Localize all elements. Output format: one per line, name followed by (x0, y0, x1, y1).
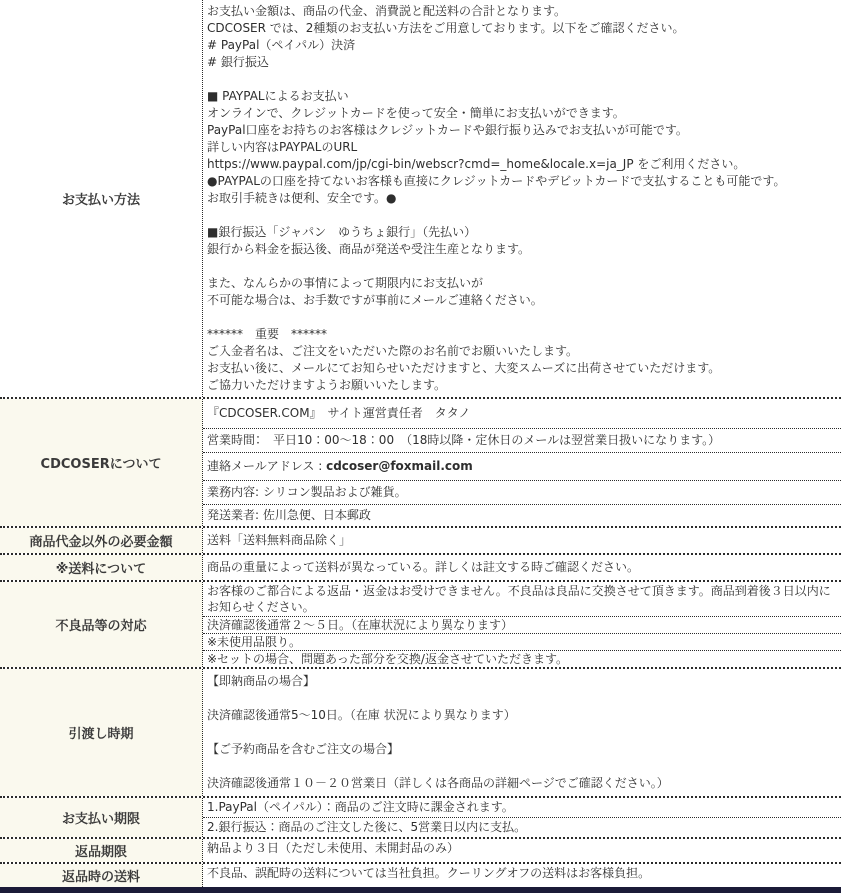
row-header-extra-fees: 商品代金以外の必要金額 (0, 528, 203, 553)
sub-row-text: 1.PayPal（ペイパル）：商品のご注文時に課金されます。 (207, 800, 514, 814)
sub-row-text: 商品の重量によって送料が異なっている。詳しくは註文する時ご確認ください。 (207, 560, 640, 574)
sub-row (203, 480, 841, 504)
sub-row (203, 839, 841, 858)
blank-line (203, 71, 841, 88)
text-line: また、なんらかの事情によって期限内にお支払いが (207, 276, 484, 290)
sub-row-text: 業務内容: シリコン製品および雑貨。 (207, 485, 407, 499)
sub-row (203, 650, 841, 667)
blank-line (203, 309, 841, 326)
table-row-delivery-time (0, 667, 841, 796)
text-line: ■銀行振込「ジャパン ゆうちょ銀行」（先払い） (207, 225, 477, 239)
table-row-return-deadline (0, 837, 841, 862)
text-line: https://www.paypal.com/jp/cgi-bin/webscr?cmd=_home&locale.x=ja_JP をご利用ください。 (207, 157, 746, 171)
text-line: ●PAYPALの口座を持てないお客様も直接にクレジットカードやデビットカードで支払することも可能です。 (207, 174, 786, 188)
table-row-payment-deadline (0, 796, 841, 837)
text-line: 【ご予約商品を含むご注文の場合】 (207, 742, 400, 756)
table-row-payment-method (0, 0, 841, 397)
blank-line (203, 690, 841, 707)
sub-row (203, 399, 841, 428)
text-line: PayPal口座をお持ちのお客様はクレジットカードや銀行振り込みでお支払いが可能です。 (207, 123, 688, 137)
text-line: 銀行から料金を振込後、商品が発送や受注生産となります。 (207, 242, 531, 256)
text-line: # PayPal（ペイパル）決済 (207, 38, 356, 52)
text-line: お支払い金額は、商品の代金、消費説と配送料の合計となります。 (207, 4, 567, 18)
sub-row-text: 発送業者: 佐川急便、日本郵政 (207, 508, 371, 522)
row-content-delivery-time (203, 669, 841, 796)
text-line: 不可能な場合は、お手数ですが事前にメールご連絡ください。 (207, 293, 543, 307)
row-header-return-deadline: 返品期限 (0, 839, 203, 862)
row-header-about-cdcoser: CDCOSERについて (0, 399, 203, 526)
blank-line (203, 258, 841, 275)
sub-row (203, 633, 841, 650)
sub-row (203, 582, 841, 616)
sub-row-text: ※未使用品限り。 (207, 635, 302, 649)
blank-line (203, 758, 841, 775)
row-header-payment-deadline: お支払い期限 (0, 798, 203, 837)
sub-row (203, 616, 841, 633)
text-line: 【即納商品の場合】 (207, 674, 316, 688)
sub-row-text: 『CDCOSER.COM』 サイト運営責任者 タタノ (207, 406, 471, 420)
table-row-return-shipping (0, 862, 841, 887)
blank-line (203, 207, 841, 224)
table-row-extra-fees (0, 526, 841, 553)
row-content-shipping-note (203, 555, 841, 580)
sub-row (203, 428, 841, 452)
sub-row-text: 不良品、誤配時の送料については当社負担。クーリングオフの送料はお客様負担。 (207, 866, 651, 880)
sub-row-text: 決済確認後通常２～５日。（在庫状況により異なります） (207, 618, 514, 632)
text-line: 決済確認後通常１０－２０営業日（詳しくは各商品の詳細ページでご確認ください。） (207, 776, 669, 790)
sub-row-text: 2.銀行振込：商品のご注文した後に、5営業日以内に支払。 (207, 820, 527, 834)
text-line: 決済確認後通常5～10日。（在庫 状況により異なります） (207, 708, 516, 722)
row-header-delivery-time: 引渡し時期 (0, 669, 203, 796)
sub-row (203, 504, 841, 526)
row-header-payment-method: お支払い方法 (0, 0, 203, 397)
text-line: # 銀行振込 (207, 55, 269, 69)
text-line: CDCOSER では、2種類のお支払い方法をご用意しております。以下をご確認ください。 (207, 21, 685, 35)
row-content-return-deadline (203, 839, 841, 862)
sub-row (203, 798, 841, 817)
sub-row (203, 528, 841, 553)
sub-row-text: ※セットの場合、問題あった部分を交換/返金させていただきます。 (207, 652, 569, 666)
sub-row (203, 452, 841, 480)
row-content-defective-items (203, 582, 841, 667)
text-line: ■ PAYPALによるお支払い (207, 89, 349, 103)
sub-row (203, 555, 841, 580)
text-line: ご入金者名は、ご注文をいただいた際のお名前でお願いいたします。 (207, 344, 579, 358)
row-content-extra-fees (203, 528, 841, 553)
row-content-payment-deadline (203, 798, 841, 837)
text-line: 詳しい内容はPAYPALのURL (207, 140, 358, 154)
sub-row-text: 営業時間： 平日10：00～18：00 （18時以降・定休日のメールは翌営業日扱いになります。） (207, 433, 721, 447)
sub-row-text: お客様のご都合による返品・返金はお受けできません。不良品は良品に交換させて頂きます。商品到着後３日以内にお知らせください。 (207, 584, 831, 614)
row-header-shipping-note: ※送料について (0, 555, 203, 580)
row-content-about-cdcoser (203, 399, 841, 526)
blank-line (203, 724, 841, 741)
bottom-bar (0, 887, 841, 893)
sub-row (203, 817, 841, 837)
table-row-about-cdcoser (0, 397, 841, 526)
sub-row-text: 送料「送料無料商品除く」 (207, 533, 352, 547)
sub-row-text: 納品より３日（ただし未使用、未開封品のみ） (207, 841, 460, 855)
sub-row (203, 864, 841, 883)
text-line: ご協力いただけますようお願いいたします。 (207, 378, 447, 392)
text-line: お支払い後に、メールにてお知らせいただけますと、大変スムーズに出荷させていただけます。 (207, 361, 721, 375)
text-line: オンラインで、クレジットカードを使って安全・簡単にお支払いができます。 (207, 106, 625, 120)
text-line: お取引手続きは便利、安全です。● (207, 191, 397, 205)
row-content-payment-method (203, 0, 841, 397)
row-content-return-shipping (203, 864, 841, 887)
row-header-defective-items: 不良品等の対応 (0, 582, 203, 667)
email-address: cdcoser@foxmail.com (326, 459, 473, 473)
text-line: ****** 重要 ****** (207, 327, 328, 341)
row-header-return-shipping: 返品時の送料 (0, 864, 203, 887)
table-row-defective-items (0, 580, 841, 667)
sub-row-text: 連絡メールアドレス : (207, 459, 327, 473)
table-row-shipping-note (0, 553, 841, 580)
